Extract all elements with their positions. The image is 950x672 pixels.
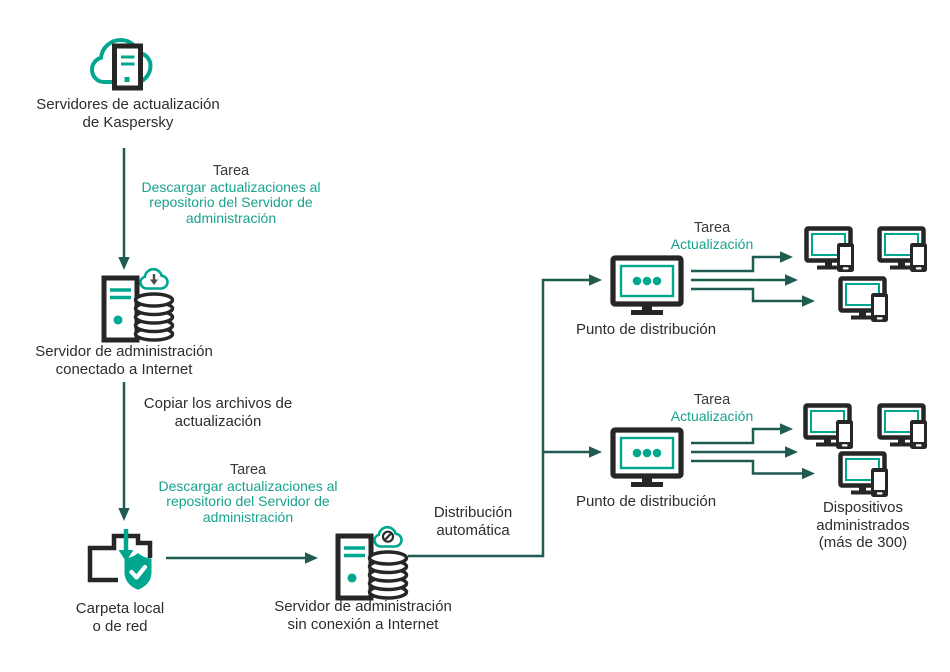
distribution-point-top-label: Punto de distribución: [575, 321, 717, 338]
distribution-point-bottom-icon: [610, 427, 684, 491]
kaspersky-update-servers-label: Servidores de actualización de Kaspersky: [36, 96, 220, 131]
admin-server-online-icon: [98, 266, 176, 344]
admin-server-offline-icon: [332, 524, 410, 602]
admin-server-online-label: Servidor de administración conectado a Internet: [35, 343, 213, 378]
task-download-top-label: Tarea Descargar actualizaciones al repositorio del Servidor de administración: [141, 163, 321, 227]
local-folder-shield-icon: [84, 527, 156, 595]
kaspersky-update-servers-icon: [89, 24, 167, 92]
task-update-bottom-label: Tarea Actualización: [670, 392, 754, 424]
task-update-top-label: Tarea Actualización: [670, 220, 754, 252]
line-junction-to-bottom-distribution-point: [543, 446, 602, 457]
cloud-blocked-badge-icon: [375, 527, 402, 546]
managed-device-icon: [838, 451, 894, 501]
managed-device-icon: [877, 226, 933, 276]
arrows-bottom-distribution-to-devices: [691, 423, 815, 479]
local-folder-label: Carpeta local o de red: [75, 600, 165, 635]
automatic-distribution-label: Distribución automática: [433, 504, 513, 539]
cloud-download-badge-icon: [141, 269, 168, 288]
arrows-top-distribution-to-devices: [691, 251, 815, 306]
arrow-online-server-to-folder: [118, 382, 129, 521]
distribution-point-top-icon: [610, 255, 684, 319]
arrow-kaspersky-to-online-server: [118, 148, 129, 270]
arrow-folder-to-offline-server: [166, 552, 318, 563]
copy-update-files-label: Copiar los archivos de actualización: [143, 395, 293, 430]
managed-device-icon: [877, 403, 933, 453]
managed-device-icon: [804, 226, 860, 276]
managed-devices-label: Dispositivos administrados (más de 300): [816, 499, 910, 551]
admin-server-offline-label: Servidor de administración sin conexión a Internet: [274, 598, 452, 633]
task-download-bottom-label: Tarea Descargar actualizaciones al repositorio del Servidor de administración: [158, 462, 338, 526]
distribution-point-bottom-label: Punto de distribución: [575, 493, 717, 510]
managed-device-icon: [803, 403, 859, 453]
managed-device-icon: [838, 276, 894, 326]
